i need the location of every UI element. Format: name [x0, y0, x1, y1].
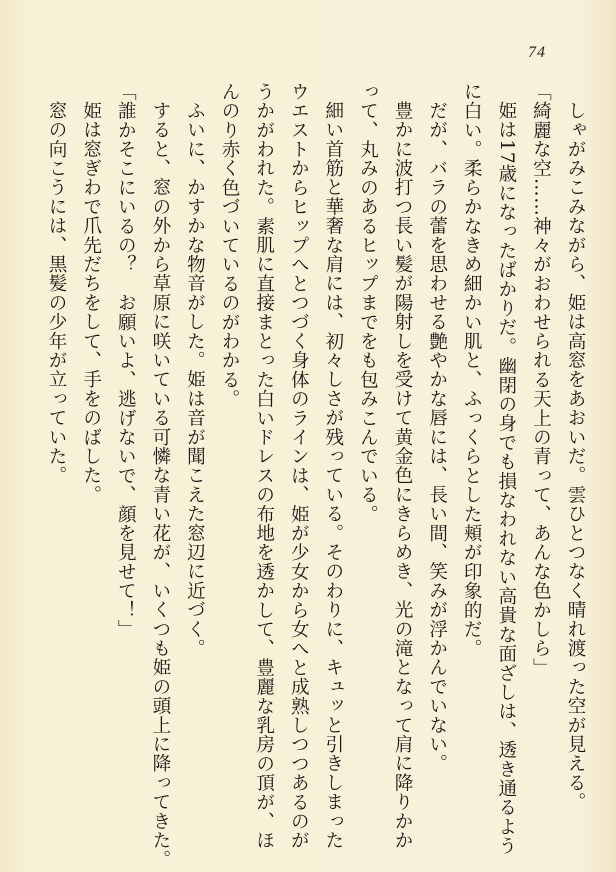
text-line: ウエストからヒップへとつづく身体のラインは、姫が少女から女へと成熟しつつあるのが — [288, 82, 310, 850]
text-line: うかがわれた。素肌に直接まとった白いドレスの布地を透かして、豊麗な乳房の頂が、ほ — [253, 82, 275, 850]
text-line: しゃがみこみながら、姫は高窓をあおいだ。雲ひとつなく晴れ渡った空が見える。 — [565, 100, 586, 811]
text-line: んのり赤く色づいているのがわかる。 — [219, 82, 241, 409]
text-line: すると、窓の外から草原に咲いている可憐な青い花が、いくつも姫の頭上に降ってきた。 — [149, 100, 171, 869]
text-line: 姫は17歳になったばかりだ。幽閉の身でも損なわれない高貴な面ざしは、透き通るよう — [495, 100, 517, 856]
text-line: 「綺麗な空……神々がおわせられる天上の青って、あんな色かしら」 — [530, 82, 552, 678]
text-line: 細い首筋と華奢な肩には、初々しさが残っている。そのわりに、キュッと引きしまった — [322, 100, 344, 850]
text-line: 豊かに波打つ長い髪が陽射しを受けて黄金色にきらめき、光の滝となって肩に降りかか — [392, 100, 414, 850]
page-number: 74 — [528, 44, 546, 61]
text-line: って、丸みのあるヒップまでをも包みこんでいる。 — [357, 82, 379, 524]
text-line: だが、バラの蕾を思わせる艶やかな唇には、長い間、笑みが浮かんでいない。 — [426, 100, 448, 773]
text-line: 「誰かそこにいるの？ お願いよ、逃げないで、顔を見せて！」 — [115, 82, 137, 639]
text-line: 姫は窓ぎわで爪先だちをして、手をのばした。 — [80, 100, 102, 504]
body-text — [39, 82, 593, 869]
text-line: に白い。柔らかなきめ細かい肌と、ふっくらとした頬が印象的だ。 — [461, 82, 483, 658]
text-line: ふいに、かすかな物音がした。姫は音が聞こえた窓辺に近づく。 — [184, 100, 206, 658]
text-line: 窓の向こうには、黒髪の少年が立っていた。 — [46, 100, 68, 485]
